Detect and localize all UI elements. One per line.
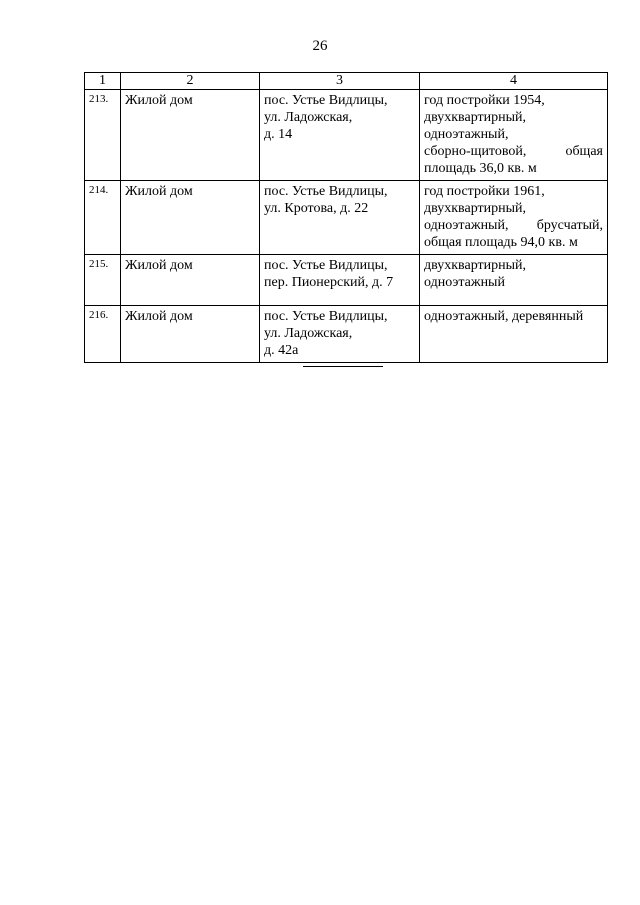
object-description: [420, 255, 608, 306]
table-row: [85, 90, 608, 181]
description-line: двухквартирный,: [424, 110, 527, 125]
end-of-document-rule: [303, 366, 383, 367]
description-line: сборно-щитовой, общая: [424, 144, 603, 159]
description-line: двухквартирный,: [424, 258, 527, 273]
description-line: одноэтажный: [424, 275, 505, 290]
description-line: одноэтажный, деревянный: [424, 309, 584, 324]
description-line: двухквартирный,: [424, 201, 527, 216]
object-description: [420, 181, 608, 255]
table-row: [85, 306, 608, 363]
address-line: д. 42а: [264, 343, 299, 358]
address-line: пос. Устье Видлицы,: [264, 184, 388, 199]
description-line: год постройки 1954,: [424, 93, 545, 108]
column-header-4: 4: [420, 73, 608, 90]
object-name: Жилой дом: [121, 306, 260, 363]
description-line: площадь 36,0 кв. м: [424, 161, 537, 176]
address-line: пос. Устье Видлицы,: [264, 258, 388, 273]
description-line: общая площадь 94,0 кв. м: [424, 235, 578, 250]
description-line: год постройки 1961,: [424, 184, 545, 199]
table-row: [85, 181, 608, 255]
address-line: ул. Кротова, д. 22: [264, 201, 369, 216]
page-number: 26: [312, 38, 328, 54]
object-address: [260, 90, 420, 181]
object-name: Жилой дом: [121, 255, 260, 306]
property-table: [84, 72, 608, 363]
column-header-3: 3: [260, 73, 420, 90]
table-header: [85, 73, 608, 90]
table-body: [85, 90, 608, 363]
address-line: пер. Пионерский, д. 7: [264, 275, 394, 290]
row-number: 216.: [85, 306, 121, 363]
object-address: [260, 306, 420, 363]
object-description: [420, 90, 608, 181]
column-header-2: 2: [121, 73, 260, 90]
object-address: [260, 181, 420, 255]
row-number: 214.: [85, 181, 121, 255]
object-name: Жилой дом: [121, 90, 260, 181]
description-line: одноэтажный,: [424, 127, 509, 142]
object-name: Жилой дом: [121, 181, 260, 255]
header-row: [85, 73, 608, 90]
address-line: пос. Устье Видлицы,: [264, 93, 388, 108]
column-header-1: 1: [85, 73, 121, 90]
row-number: 215.: [85, 255, 121, 306]
address-line: пос. Устье Видлицы,: [264, 309, 388, 324]
table-row: [85, 255, 608, 306]
object-address: [260, 255, 420, 306]
address-line: д. 14: [264, 127, 293, 142]
object-description: [420, 306, 608, 363]
address-line: ул. Ладожская,: [264, 110, 353, 125]
address-line: ул. Ладожская,: [264, 326, 353, 341]
row-number: 213.: [85, 90, 121, 181]
description-line: одноэтажный, брусчатый,: [424, 218, 603, 233]
